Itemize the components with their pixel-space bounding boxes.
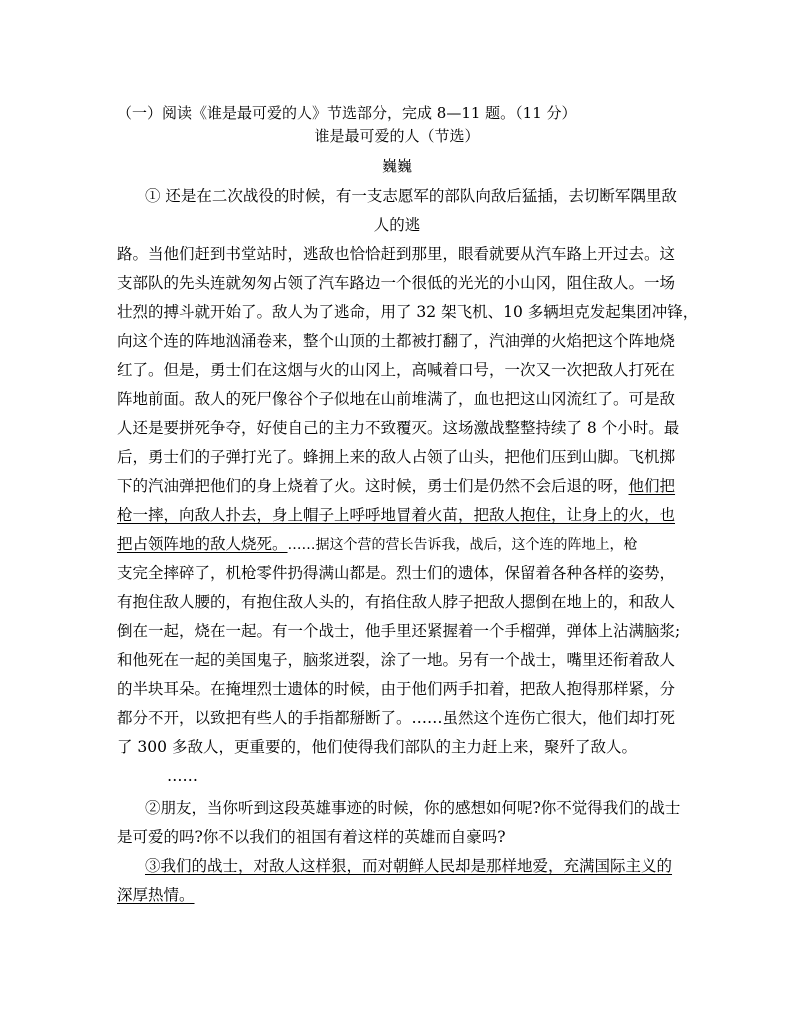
paragraph1-line: 路。当他们赶到书堂站时，逃敌也恰恰赶到那里，眼看就要从汽车路上开过去。这: [117, 245, 676, 263]
paragraph1-line: 的半块耳朵。在掩埋烈士遗体的时候，由于他们两手扣着，把敌人抱得那样紧，分: [117, 680, 676, 698]
paragraph1-line: 红了。但是，勇士们在这烟与火的山冈上，高喊着口号，一次又一次把敌人打死在: [117, 361, 676, 379]
article-author: 巍巍: [381, 157, 412, 175]
question-instruction: （一）阅读《谁是最可爱的人》节选部分，完成 8—11 题。（11 分）: [117, 104, 577, 122]
paragraph1-line: 倒在一起，烧在一起。有一个战士，他手里还紧握着一个手榴弹，弹体上沾满脑浆;: [117, 622, 681, 640]
paragraph1-intro-b: 人的逃: [373, 216, 421, 234]
underlined-sentence: 枪一摔，向敌人扑去，身上帽子上呼呼地冒着火苗，把敌人抱住，让身上的火，也: [117, 506, 676, 524]
paragraph1-line: 壮烈的搏斗就开始了。敌人为了逃命，用了 32 架飞机、10 多辆坦克发起集团冲锋，: [117, 303, 699, 321]
paragraph1-line: 支部队的先头连就匆匆占领了汽车路边一个很低的光光的小山冈，阻住敌人。一场: [117, 274, 676, 292]
paragraph1-line: 都分不开，以致把有些人的手指都掰断了。……虽然这个连伤亡很大，他们却打死: [117, 709, 676, 727]
underlined-sentence: 他们把: [628, 477, 676, 495]
paragraph1-line: 向这个连的阵地汹涌卷来，整个山顶的土都被打翻了，汽油弹的火焰把这个阵地烧: [117, 332, 676, 350]
paragraph1-line: [117, 534, 638, 555]
underlined-sentence: 把占领阵地的敌人烧死。: [117, 535, 288, 553]
paragraph1-line: 阵地前面。敌人的死尸像谷个子似地在山前堆满了，血也把这山冈流红了。可是敌: [117, 390, 676, 408]
plain-text: 下的汽油弹把他们的身上烧着了火。这时候，勇士们是仍然不会后退的呀，: [117, 477, 629, 495]
paragraph1-line: 和他死在一起的美国鬼子，脑浆迸裂，涂了一地。另有一个战士，嘴里还衔着敌人: [117, 651, 676, 669]
plain-text: ……据这个营的营长告诉我，战后，这个连的阵地上，枪: [287, 537, 638, 553]
paragraph3-underlined: 深厚热情。: [117, 886, 195, 904]
paragraph2-line: ②朋友，当你听到这段英雄事迹的时候，你的感想如何呢?你不觉得我们的战士: [145, 799, 681, 817]
paragraph1-intro-a: ① 还是在二次战役的时候，有一支志愿军的部队向敌后猛插，去切断军隅里敌: [145, 187, 677, 205]
paragraph2-line: 是可爱的吗?你不以我们的祖国有着这样的英雄而自豪吗?: [117, 828, 506, 846]
paragraph1-line: [117, 476, 675, 496]
paragraph1-line: 支完全摔碎了，机枪零件扔得满山都是。烈士们的遗体，保留着各种各样的姿势，: [117, 564, 676, 582]
paragraph1-line: 了 300 多敌人，更重要的，他们使得我们部队的主力赶上来，聚歼了敌人。: [117, 738, 637, 756]
ellipsis: ……: [167, 767, 198, 785]
paragraph3-underlined: ③我们的战士，对敌人这样狠，而对朝鲜人民却是那样地爱，充满国际主义的: [145, 857, 673, 875]
paragraph1-line: 人还是要拼死争夺，好使自己的主力不致覆灭。这场激战整整持续了 8 个小时。最: [117, 419, 680, 437]
paragraph1-line: 有抱住敌人腰的，有抱住敌人头的，有掐住敌人脖子把敌人摁倒在地上的，和敌人: [117, 593, 676, 611]
paragraph1-line: 后，勇士们的子弹打光了。蜂拥上来的敌人占领了山头，把他们压到山脚。飞机掷: [117, 448, 676, 466]
article-title: 谁是最可爱的人（节选）: [314, 127, 480, 145]
